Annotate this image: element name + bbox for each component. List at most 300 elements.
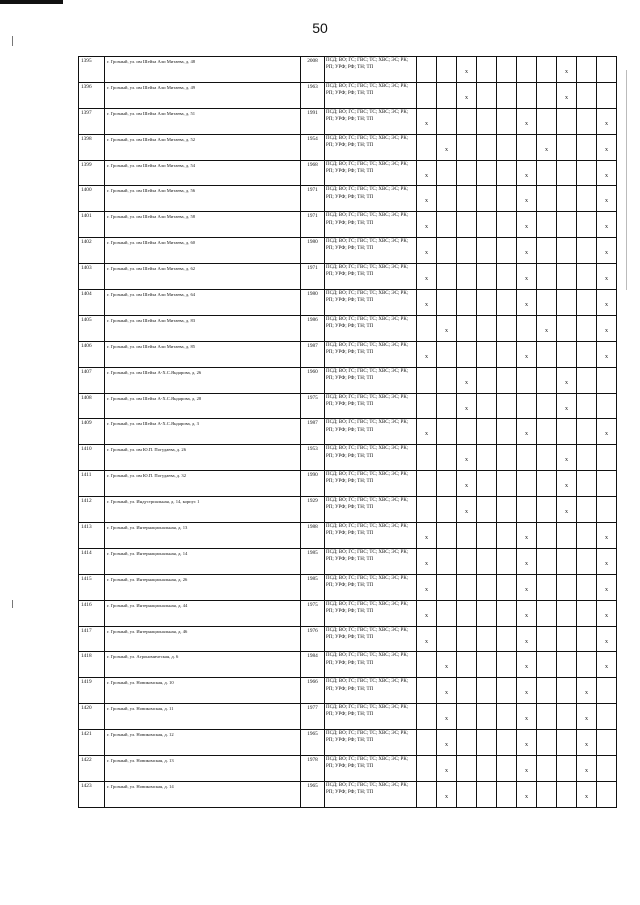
x-mark: x: [525, 120, 528, 127]
mark-cell: [437, 548, 457, 574]
x-mark: x: [605, 224, 608, 231]
table-row: [79, 756, 617, 782]
year-cell: 1929: [301, 497, 325, 523]
left-margin-mark: [12, 600, 13, 608]
services-cell: ПСД; ВО; ГС; ГВС; ТС; ХВС; ЭС; РК; РП; УРФ; РФ; ТН; ТП: [325, 367, 417, 393]
services-cell: ПСД; ВО; ГС; ГВС; ТС; ХВС; ЭС; РК; РП; УРФ; РФ; ТН; ТП: [325, 756, 417, 782]
mark-cell: [497, 238, 517, 264]
mark-cell: [477, 652, 497, 678]
services-cell: ПСД; ВО; ГС; ГВС; ТС; ХВС; ЭС; РК; РП; УРФ; РФ; ТН; ТП: [325, 626, 417, 652]
x-mark: x: [605, 535, 608, 542]
mark-cell: [517, 341, 537, 367]
row-number: 1410: [79, 445, 105, 471]
mark-cell: [477, 82, 497, 108]
mark-cell: [437, 315, 457, 341]
x-mark: x: [605, 172, 608, 179]
x-mark: x: [525, 586, 528, 593]
mark-cell: [597, 212, 617, 238]
row-number: 1402: [79, 238, 105, 264]
year-cell: 1975: [301, 600, 325, 626]
year-cell: 1990: [301, 471, 325, 497]
mark-cell: [557, 781, 577, 807]
x-mark: x: [445, 664, 448, 671]
mark-cell: [577, 108, 597, 134]
mark-cell: [437, 290, 457, 316]
page-number: 50: [312, 20, 328, 36]
services-cell: ПСД; ВО; ГС; ГВС; ТС; ХВС; ЭС; РК; РП; УРФ; РФ; ТН; ТП: [325, 315, 417, 341]
row-number: 1403: [79, 264, 105, 290]
x-mark: x: [565, 379, 568, 386]
x-mark: x: [425, 198, 428, 205]
mark-cell: [577, 678, 597, 704]
mark-cell: [577, 238, 597, 264]
row-number: 1397: [79, 108, 105, 134]
mark-cell: [477, 108, 497, 134]
mark-cell: [537, 419, 557, 445]
mark-cell: [477, 160, 497, 186]
mark-cell: [557, 290, 577, 316]
table-row: [79, 238, 617, 264]
year-cell: 1977: [301, 704, 325, 730]
mark-cell: [577, 730, 597, 756]
mark-cell: [417, 134, 437, 160]
mark-cell: [537, 82, 557, 108]
mark-cell: [577, 290, 597, 316]
mark-cell: [457, 445, 477, 471]
mark-cell: [597, 756, 617, 782]
mark-cell: [417, 108, 437, 134]
year-cell: 1985: [301, 574, 325, 600]
mark-cell: [517, 238, 537, 264]
mark-cell: [557, 704, 577, 730]
x-mark: x: [585, 742, 588, 749]
mark-cell: [557, 367, 577, 393]
mark-cell: [417, 471, 437, 497]
year-cell: 1985: [301, 548, 325, 574]
mark-cell: [497, 548, 517, 574]
table-row: [79, 523, 617, 549]
table-row: [79, 548, 617, 574]
mark-cell: [537, 57, 557, 83]
x-mark: x: [605, 664, 608, 671]
mark-cell: [577, 367, 597, 393]
mark-cell: [597, 315, 617, 341]
address-cell: г. Грозный, ул. Новикомская, д. 13: [105, 756, 301, 782]
mark-cell: [457, 393, 477, 419]
mark-cell: [597, 471, 617, 497]
mark-cell: [557, 419, 577, 445]
x-mark: x: [525, 224, 528, 231]
mark-cell: [497, 626, 517, 652]
mark-cell: [577, 548, 597, 574]
mark-cell: [537, 497, 557, 523]
address-cell: г. Грозный, ул. им Шейха Али Митаева, д. 54: [105, 160, 301, 186]
address-cell: г. Грозный, ул. Новикомская, д. 12: [105, 730, 301, 756]
x-mark: x: [565, 69, 568, 75]
mark-cell: [417, 678, 437, 704]
x-mark: x: [425, 120, 428, 127]
mark-cell: [497, 57, 517, 83]
mark-cell: [517, 393, 537, 419]
address-cell: г. Грозный, ул. Новикомская, д. 14: [105, 781, 301, 807]
x-mark: x: [445, 742, 448, 749]
row-number: 1404: [79, 290, 105, 316]
mark-cell: [457, 704, 477, 730]
mark-cell: [497, 212, 517, 238]
x-mark: x: [465, 509, 468, 516]
mark-cell: [457, 186, 477, 212]
mark-cell: [497, 781, 517, 807]
row-number: 1413: [79, 523, 105, 549]
table-row: [79, 393, 617, 419]
mark-cell: [437, 82, 457, 108]
mark-cell: [477, 367, 497, 393]
mark-cell: [597, 781, 617, 807]
table-row: [79, 57, 617, 83]
x-mark: x: [425, 224, 428, 231]
x-mark: x: [525, 535, 528, 542]
services-cell: ПСД; ВО; ГС; ГВС; ТС; ХВС; ЭС; РК; РП; УРФ; РФ; ТН; ТП: [325, 574, 417, 600]
x-mark: x: [525, 250, 528, 257]
address-cell: г. Грозный, ул. им Шейха Али Митаева, д. 60: [105, 238, 301, 264]
mark-cell: [417, 523, 437, 549]
mark-cell: [557, 652, 577, 678]
services-cell: ПСД; ВО; ГС; ГВС; ТС; ХВС; ЭС; РК; РП; УРФ; РФ; ТН; ТП: [325, 652, 417, 678]
mark-cell: [517, 134, 537, 160]
year-cell: 1980: [301, 290, 325, 316]
address-cell: г. Грозный, ул. им Шейха Али Митаева, д. 64: [105, 290, 301, 316]
x-mark: x: [525, 664, 528, 671]
mark-cell: [477, 704, 497, 730]
mark-cell: [557, 212, 577, 238]
mark-cell: [577, 600, 597, 626]
mark-cell: [517, 108, 537, 134]
mark-cell: [557, 264, 577, 290]
mark-cell: [477, 600, 497, 626]
mark-cell: [417, 781, 437, 807]
mark-cell: [497, 160, 517, 186]
table-row: [79, 652, 617, 678]
address-cell: г. Грозный, ул. Новикомская, д. 10: [105, 678, 301, 704]
mark-cell: [437, 756, 457, 782]
mark-cell: [577, 264, 597, 290]
mark-cell: [537, 341, 557, 367]
mark-cell: [517, 730, 537, 756]
table-row: [79, 678, 617, 704]
mark-cell: [597, 548, 617, 574]
mark-cell: [477, 445, 497, 471]
mark-cell: [537, 652, 557, 678]
mark-cell: [517, 652, 537, 678]
x-mark: x: [605, 250, 608, 257]
x-mark: x: [525, 638, 528, 645]
mark-cell: [537, 160, 557, 186]
mark-cell: [537, 523, 557, 549]
mark-cell: [577, 471, 597, 497]
address-cell: г. Грозный, ул. Интернациональная, д. 13: [105, 523, 301, 549]
x-mark: x: [605, 198, 608, 205]
mark-cell: [457, 82, 477, 108]
mark-cell: [517, 781, 537, 807]
mark-cell: [597, 57, 617, 83]
mark-cell: [477, 134, 497, 160]
mark-cell: [437, 160, 457, 186]
mark-cell: [437, 471, 457, 497]
mark-cell: [437, 264, 457, 290]
address-cell: г. Грозный, ул. Индустриальная, д. 14, корпус 1: [105, 497, 301, 523]
address-cell: г. Грозный, ул. им Шейха Али Митаева, д. 49: [105, 82, 301, 108]
mark-cell: [557, 57, 577, 83]
mark-cell: [417, 730, 437, 756]
mark-cell: [517, 264, 537, 290]
services-cell: ПСД; ВО; ГС; ГВС; ТС; ХВС; ЭС; РК; РП; УРФ; РФ; ТН; ТП: [325, 393, 417, 419]
mark-cell: [437, 134, 457, 160]
services-cell: ПСД; ВО; ГС; ГВС; ТС; ХВС; ЭС; РК; РП; УРФ; РФ; ТН; ТП: [325, 290, 417, 316]
mark-cell: [457, 264, 477, 290]
address-cell: г. Грозный, ул. им Шейха Али Митаева, д. 85: [105, 341, 301, 367]
table-row: [79, 419, 617, 445]
mark-cell: [597, 134, 617, 160]
row-number: 1423: [79, 781, 105, 807]
mark-cell: [457, 134, 477, 160]
x-mark: x: [425, 586, 428, 593]
mark-cell: [597, 82, 617, 108]
services-cell: ПСД; ВО; ГС; ГВС; ТС; ХВС; ЭС; РК; РП; УРФ; РФ; ТН; ТП: [325, 471, 417, 497]
mark-cell: [477, 341, 497, 367]
x-mark: x: [605, 353, 608, 360]
mark-cell: [557, 678, 577, 704]
services-cell: ПСД; ВО; ГС; ГВС; ТС; ХВС; ЭС; РК; РП; УРФ; РФ; ТН; ТП: [325, 341, 417, 367]
mark-cell: [577, 445, 597, 471]
x-mark: x: [605, 560, 608, 567]
services-cell: ПСД; ВО; ГС; ГВС; ТС; ХВС; ЭС; РК; РП; УРФ; РФ; ТН; ТП: [325, 600, 417, 626]
mark-cell: [437, 730, 457, 756]
x-mark: x: [605, 612, 608, 619]
mark-cell: [497, 756, 517, 782]
x-mark: x: [445, 690, 448, 697]
address-cell: г. Грозный, ул. им Шейха Али Митаева, д. 56: [105, 186, 301, 212]
mark-cell: [477, 419, 497, 445]
x-mark: x: [605, 638, 608, 645]
mark-cell: [537, 756, 557, 782]
mark-cell: [597, 108, 617, 134]
mark-cell: [477, 290, 497, 316]
row-number: 1405: [79, 315, 105, 341]
table-row: [79, 471, 617, 497]
mark-cell: [537, 678, 557, 704]
mark-cell: [417, 264, 437, 290]
table-row: [79, 290, 617, 316]
mark-cell: [417, 704, 437, 730]
mark-cell: [597, 652, 617, 678]
mark-cell: [537, 108, 557, 134]
mark-cell: [577, 756, 597, 782]
x-mark: x: [425, 172, 428, 179]
mark-cell: [517, 315, 537, 341]
x-mark: x: [605, 276, 608, 283]
x-mark: x: [545, 146, 548, 153]
mark-cell: [557, 393, 577, 419]
table-row: [79, 497, 617, 523]
mark-cell: [437, 497, 457, 523]
mark-cell: [417, 315, 437, 341]
address-cell: г. Грозный, ул. им Шейха Али Митаева, д. 51: [105, 108, 301, 134]
mark-cell: [497, 315, 517, 341]
mark-cell: [597, 523, 617, 549]
services-cell: ПСД; ВО; ГС; ГВС; ТС; ХВС; ЭС; РК; РП; УРФ; РФ; ТН; ТП: [325, 678, 417, 704]
mark-cell: [457, 212, 477, 238]
mark-cell: [417, 82, 437, 108]
row-number: 1400: [79, 186, 105, 212]
mark-cell: [477, 264, 497, 290]
mark-cell: [437, 393, 457, 419]
row-number: 1421: [79, 730, 105, 756]
x-mark: x: [605, 327, 608, 334]
mark-cell: [577, 781, 597, 807]
mark-cell: [537, 134, 557, 160]
row-number: 1418: [79, 652, 105, 678]
services-cell: ПСД; ВО; ГС; ГВС; ТС; ХВС; ЭС; РК; РП; УРФ; РФ; ТН; ТП: [325, 108, 417, 134]
mark-cell: [457, 756, 477, 782]
table-row: [79, 212, 617, 238]
year-cell: 1971: [301, 212, 325, 238]
mark-cell: [597, 238, 617, 264]
services-cell: ПСД; ВО; ГС; ГВС; ТС; ХВС; ЭС; РК; РП; УРФ; РФ; ТН; ТП: [325, 134, 417, 160]
table-row: [79, 82, 617, 108]
mark-cell: [577, 186, 597, 212]
mark-cell: [597, 678, 617, 704]
mark-cell: [457, 652, 477, 678]
mark-cell: [517, 367, 537, 393]
mark-cell: [457, 108, 477, 134]
mark-cell: [417, 212, 437, 238]
x-mark: x: [445, 793, 448, 800]
mark-cell: [537, 367, 557, 393]
x-mark: x: [525, 716, 528, 723]
address-cell: г. Грозный, ул. им Шейха Али Митаева, д. 62: [105, 264, 301, 290]
services-cell: ПСД; ВО; ГС; ГВС; ТС; ХВС; ЭС; РК; РП; УРФ; РФ; ТН; ТП: [325, 160, 417, 186]
x-mark: x: [445, 327, 448, 334]
mark-cell: [497, 134, 517, 160]
mark-cell: [517, 445, 537, 471]
mark-cell: [537, 264, 557, 290]
address-cell: г. Грозный, ул. им Ю.П. Погудаева, д. 32: [105, 471, 301, 497]
mark-cell: [577, 652, 597, 678]
mark-cell: [517, 471, 537, 497]
mark-cell: [577, 704, 597, 730]
mark-cell: [537, 445, 557, 471]
top-edge-bar: [0, 0, 63, 4]
x-mark: x: [605, 120, 608, 127]
year-cell: 1953: [301, 445, 325, 471]
mark-cell: [417, 652, 437, 678]
mark-cell: [497, 264, 517, 290]
services-cell: ПСД; ВО; ГС; ГВС; ТС; ХВС; ЭС; РК; РП; УРФ; РФ; ТН; ТП: [325, 523, 417, 549]
mark-cell: [577, 341, 597, 367]
mark-cell: [557, 445, 577, 471]
row-number: 1420: [79, 704, 105, 730]
mark-cell: [517, 600, 537, 626]
year-cell: 1991: [301, 108, 325, 134]
buildings-table: [78, 56, 617, 808]
mark-cell: [557, 134, 577, 160]
x-mark: x: [585, 690, 588, 697]
mark-cell: [417, 341, 437, 367]
mark-cell: [497, 186, 517, 212]
x-mark: x: [465, 69, 468, 75]
mark-cell: [497, 574, 517, 600]
mark-cell: [537, 626, 557, 652]
mark-cell: [517, 678, 537, 704]
address-cell: г. Грозный, ул. им Шейха Али Митаева, д. 48: [105, 57, 301, 83]
mark-cell: [497, 497, 517, 523]
mark-cell: [537, 781, 557, 807]
row-number: 1414: [79, 548, 105, 574]
address-cell: г. Грозный, ул. им Ю.П. Погудаева, д. 26: [105, 445, 301, 471]
mark-cell: [437, 574, 457, 600]
mark-cell: [477, 471, 497, 497]
mark-cell: [417, 756, 437, 782]
x-mark: x: [565, 509, 568, 516]
table-row: [79, 108, 617, 134]
mark-cell: [457, 574, 477, 600]
table-row: [79, 730, 617, 756]
mark-cell: [457, 497, 477, 523]
mark-cell: [497, 393, 517, 419]
table-row: [79, 574, 617, 600]
mark-cell: [417, 186, 437, 212]
mark-cell: [577, 134, 597, 160]
services-cell: ПСД; ВО; ГС; ГВС; ТС; ХВС; ЭС; РК; РП; УРФ; РФ; ТН; ТП: [325, 57, 417, 83]
mark-cell: [537, 186, 557, 212]
mark-cell: [457, 341, 477, 367]
left-margin-mark: [12, 36, 13, 46]
year-cell: 1966: [301, 678, 325, 704]
mark-cell: [537, 290, 557, 316]
table-row: [79, 704, 617, 730]
mark-cell: [597, 704, 617, 730]
table-row: [79, 186, 617, 212]
x-mark: x: [445, 716, 448, 723]
x-mark: x: [565, 457, 568, 464]
mark-cell: [517, 82, 537, 108]
mark-cell: [457, 238, 477, 264]
year-cell: 1971: [301, 186, 325, 212]
mark-cell: [577, 82, 597, 108]
row-number: 1407: [79, 367, 105, 393]
mark-cell: [537, 393, 557, 419]
mark-cell: [477, 756, 497, 782]
mark-cell: [557, 471, 577, 497]
mark-cell: [537, 574, 557, 600]
mark-cell: [577, 419, 597, 445]
mark-cell: [417, 393, 437, 419]
row-number: 1422: [79, 756, 105, 782]
x-mark: x: [565, 94, 568, 101]
x-mark: x: [545, 327, 548, 334]
mark-cell: [577, 393, 597, 419]
mark-cell: [457, 57, 477, 83]
mark-cell: [497, 730, 517, 756]
mark-cell: [477, 315, 497, 341]
mark-cell: [417, 57, 437, 83]
x-mark: x: [585, 716, 588, 723]
row-number: 1396: [79, 82, 105, 108]
mark-cell: [577, 497, 597, 523]
mark-cell: [437, 678, 457, 704]
mark-cell: [537, 548, 557, 574]
mark-cell: [557, 574, 577, 600]
